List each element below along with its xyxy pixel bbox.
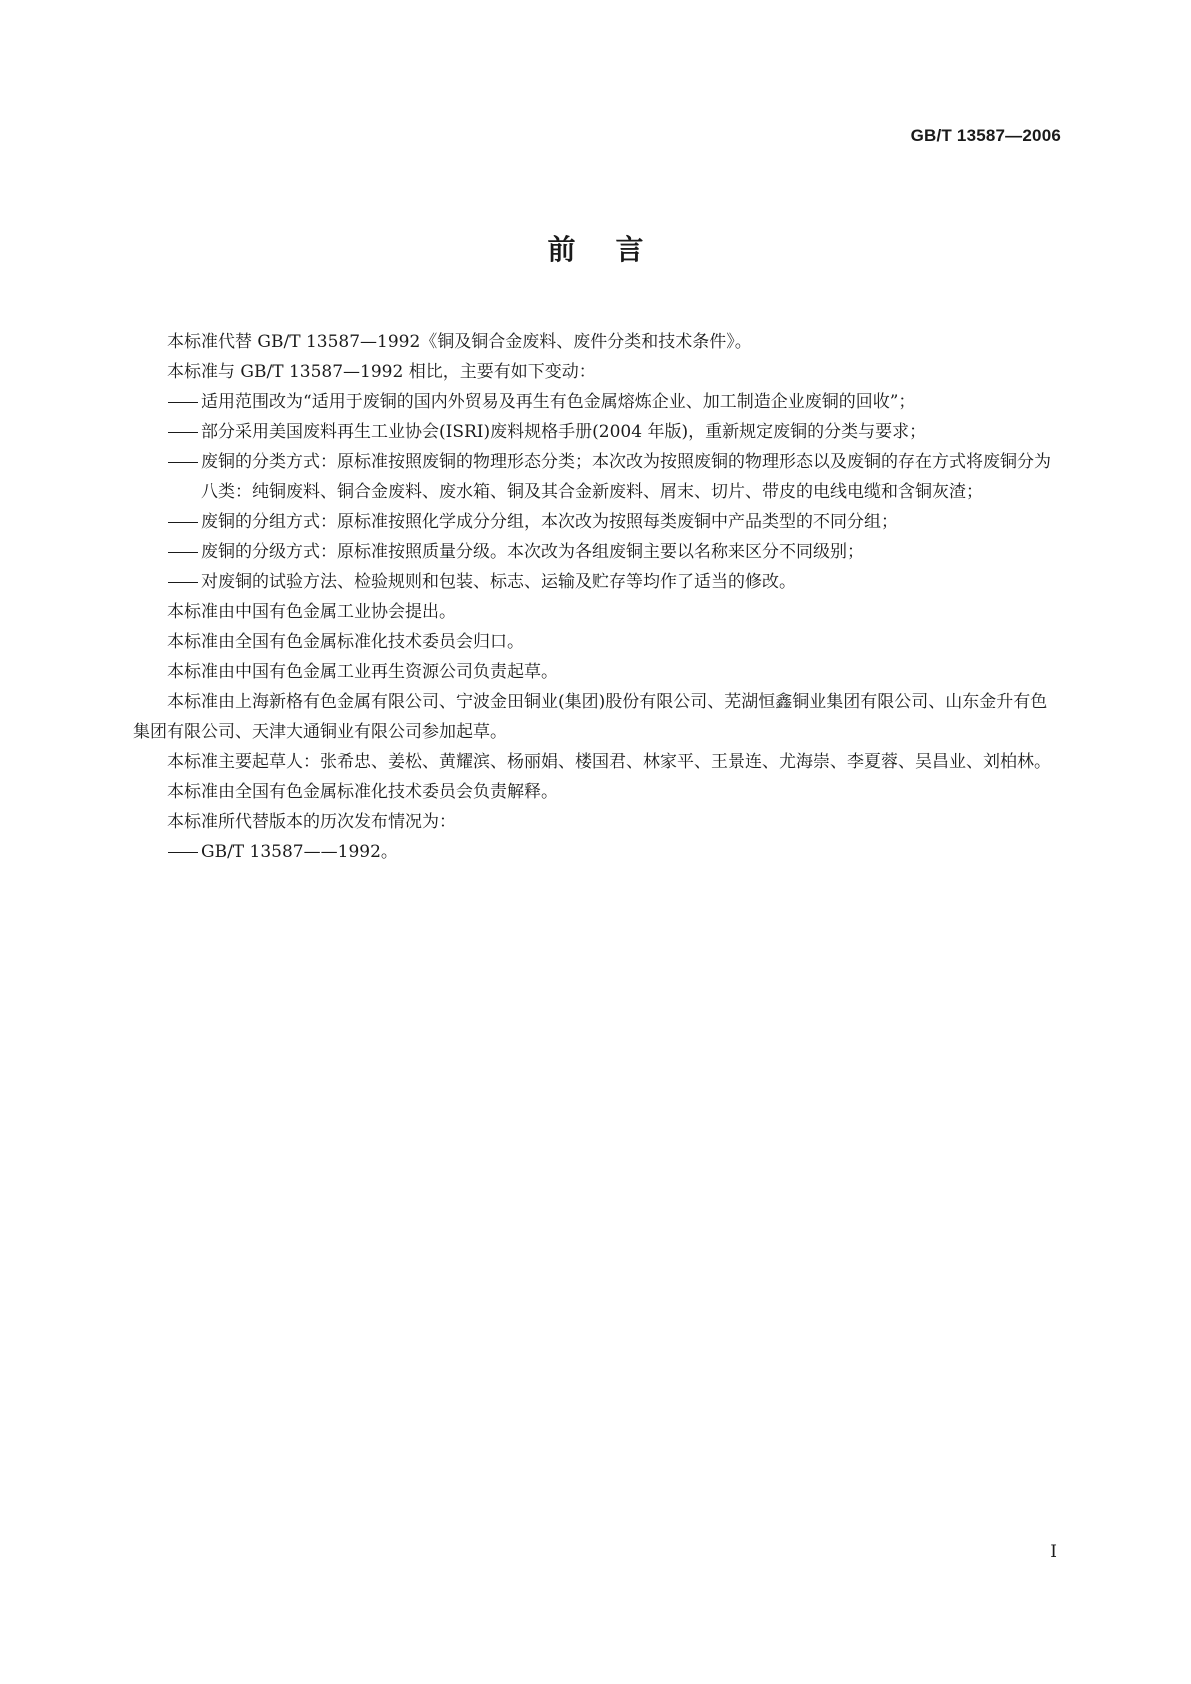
paragraph-history-intro: 本标准所代替版本的历次发布情况为： bbox=[167, 812, 456, 832]
change-item-text: 废铜的分组方式：原标准按照化学成分分组，本次改为按照每类废铜中产品类型的不同分组； bbox=[201, 512, 898, 532]
paragraph-drafted-by: 本标准由中国有色金属工业再生资源公司负责起草。 bbox=[167, 662, 558, 682]
change-item-isri bbox=[133, 417, 1061, 447]
document-body bbox=[133, 327, 1061, 867]
paragraph-proposed-by: 本标准由中国有色金属工业协会提出。 bbox=[167, 602, 456, 622]
standard-code: GB/T 13587—2006 bbox=[910, 126, 1061, 145]
paragraph-replaces: 本标准代替 GB/T 13587—1992《铜及铜合金废料、废件分类和技术条件》。 bbox=[167, 332, 752, 352]
change-item-text: 对废铜的试验方法、检验规则和包装、标志、运输及贮存等均作了适当的修改。 bbox=[201, 572, 796, 592]
change-item-grading bbox=[133, 537, 1061, 567]
change-item-classification bbox=[133, 447, 1061, 507]
change-item-grouping bbox=[133, 507, 1061, 537]
change-item-scope bbox=[133, 387, 1061, 417]
history-item-text: GB/T 13587——1992。 bbox=[201, 842, 398, 862]
paragraph-participants: 本标准由上海新格有色金属有限公司、宁波金田铜业(集团)股份有限公司、芜湖恒鑫铜业集团有限公司、山东金升有色集团有限公司、天津大通铜业有限公司参加起草。 bbox=[133, 692, 1048, 742]
paragraph-centralized-by: 本标准由全国有色金属标准化技术委员会归口。 bbox=[167, 632, 524, 652]
change-item-text: 废铜的分类方式：原标准按照废铜的物理形态分类；本次改为按照废铜的物理形态以及废铜的存在方式将废铜分为八类：纯铜废料、铜合金废料、废水箱、铜及其合金新废料、屑末、切片、带皮的电线电缆和含铜灰渣； bbox=[201, 452, 1051, 502]
change-item-text: 适用范围改为“适用于废铜的国内外贸易及再生有色金属熔炼企业、加工制造企业废铜的回收”； bbox=[201, 392, 916, 412]
change-item-text: 部分采用美国废料再生工业协会(ISRI)废料规格手册(2004 年版)，重新规定废铜的分类与要求； bbox=[201, 422, 927, 442]
page-number: I bbox=[1050, 1542, 1057, 1562]
change-item-methods bbox=[133, 567, 1061, 597]
paragraph-drafters: 本标准主要起草人：张希忠、姜松、黄耀滨、杨丽娟、楼国君、林家平、王景连、尤海崇、李夏蓉、吴昌业、刘柏林。 bbox=[167, 752, 1051, 772]
history-item bbox=[133, 837, 1061, 867]
change-item-text: 废铜的分级方式：原标准按照质量分级。本次改为各组废铜主要以名称来区分不同级别； bbox=[201, 542, 864, 562]
paragraph-changes-intro: 本标准与 GB/T 13587—1992 相比，主要有如下变动： bbox=[167, 362, 596, 382]
paragraph-interpreted-by: 本标准由全国有色金属标准化技术委员会负责解释。 bbox=[167, 782, 558, 802]
page-title: 前言 bbox=[547, 233, 684, 266]
